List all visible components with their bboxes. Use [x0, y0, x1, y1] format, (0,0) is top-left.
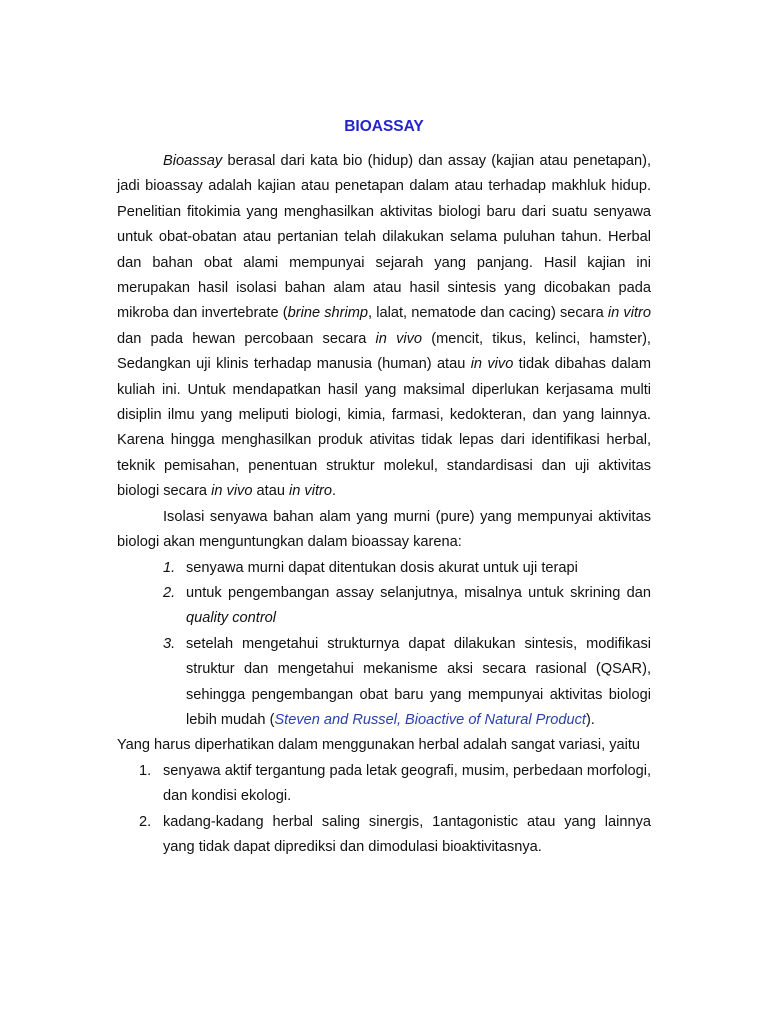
list-number: 1.	[139, 762, 152, 779]
paragraph-isolation: Isolasi senyawa bahan alam yang murni (pure) yang mempunyai aktivitas biologi akan menguntungkan dalam bioassay karena:	[117, 508, 651, 551]
list-number: 2.	[163, 584, 176, 601]
list-number: 3.	[163, 635, 176, 652]
list-text: senyawa murni dapat ditentukan dosis akurat untuk uji terapi	[186, 559, 578, 576]
paragraph-herbal-variation: Yang harus diperhatikan dalam menggunakan herbal adalah sangat variasi, yaitu	[117, 737, 641, 754]
list-text: senyawa aktif tergantung pada letak geografi, musim, perbedaan morfologi, dan kondisi ekologi.	[163, 762, 651, 805]
list-item	[117, 632, 651, 734]
list-number: 2.	[139, 813, 152, 830]
list-item	[117, 810, 651, 861]
italic-term: in vitro	[289, 483, 332, 500]
text-run: tidak dibahas dalam kuliah ini. Untuk mendapatkan hasil yang maksimal diperlukan kerjasama multi disiplin ilmu yang meliputi biologi, kimia, farmasi, kedokteran, dan yang lainnya. Karena hingga menghasilkan produk ativitas tidak lepas dari identifikasi herbal, teknik pemisahan, penentuan struktur molekul, standardisasi dan uji aktivitas biologi secara	[117, 356, 651, 500]
variation-list	[117, 759, 651, 861]
text-run: .	[331, 483, 337, 500]
benefits-list	[117, 556, 651, 734]
italic-term: in vivo	[211, 483, 253, 500]
document-page	[117, 115, 651, 860]
document-title: BIOASSAY	[344, 118, 424, 135]
list-item	[117, 556, 651, 581]
italic-term: quality control	[186, 610, 277, 627]
list-number: 1.	[163, 559, 176, 576]
italic-term: Bioassay	[163, 153, 223, 169]
list-text: setelah mengetahui strukturnya dapat dilakukan sintesis, modifikasi struktur dan mengetahui mekanisme aksi secara rasional (QSAR), sehingga pengembangan obat baru yang mempunyai aktivitas biologi lebih mudah (	[186, 635, 651, 728]
text-run: (mencit, tikus, kelinci, hamster), Sedangkan uji klinis terhadap manusia (human) atau	[117, 330, 651, 373]
paragraph-intro	[117, 149, 651, 505]
list-text-end: ).	[585, 711, 595, 728]
italic-term: brine shrimp	[287, 305, 369, 322]
text-run: , lalat, nematode dan cacing) secara	[368, 305, 608, 322]
list-item	[117, 581, 651, 632]
italic-term: in vivo	[375, 330, 423, 347]
citation: Steven and Russel, Bioactive of Natural Product	[274, 711, 586, 728]
italic-term: in vitro	[607, 305, 652, 322]
list-text: untuk pengembangan assay selanjutnya, misalnya untuk skrining dan	[186, 584, 651, 601]
text-run: atau	[252, 483, 289, 500]
text-run: dan pada hewan percobaan secara	[117, 330, 376, 347]
list-item	[117, 759, 651, 810]
list-text: kadang-kadang herbal saling sinergis, 1antagonistic atau yang lainnya yang tidak dapat diprediksi dan dimodulasi bioaktivitasnya.	[163, 813, 651, 855]
italic-term: in vivo	[470, 356, 514, 373]
text-run: berasal dari kata bio (hidup) dan assay (kajian atau penetapan), jadi bioassay adalah kajian atau penetapan dalam atau terhadap makhluk hidup. Penelitian fitokimia yang menghasilkan aktivitas biologi baru dari suatu senyawa untuk obat-obatan atau pertanian telah dilakukan selama puluhan tahun. Herbal dan bahan obat alami mempunyai sejarah yang panjang. Hasil kajian ini merupakan hasil isolasi bahan alam atau hasil sintesis yang dicobakan pada mikroba dan invertebrate (	[117, 153, 651, 322]
